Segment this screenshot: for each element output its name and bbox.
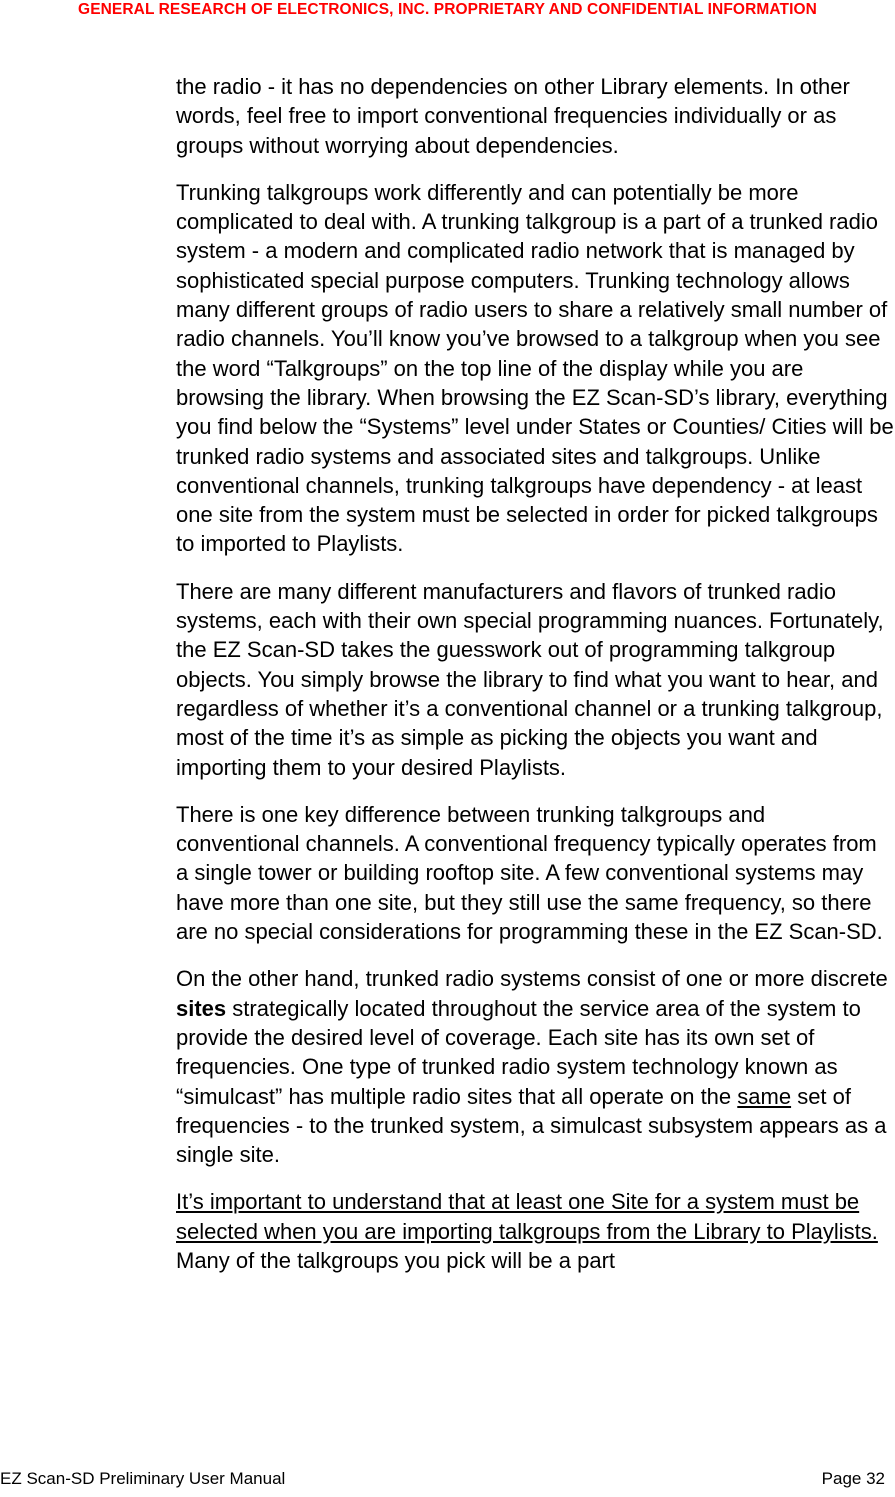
paragraph-4: There is one key difference between trunking talkgroups and conventional channels. A conventional frequency typically operates from a single tower or building rooftop site. A few conventional systems may have more than one site, but they still use the same frequency, so there are no special considerations for programming these in the EZ Scan-SD. xyxy=(176,801,883,945)
sites-bold-term: sites xyxy=(176,995,227,1021)
paragraph-5-part-3: set of frequencies - to the trunked system, a simulcast subsystem appears as a single site. xyxy=(176,1083,887,1168)
paragraph-5-part-2: strategically located throughout the service area of the system to provide the desired level of coverage. Each site has its own set of frequencies. One type of trunked radio system technology known as “simulcast” has multiple radio sites that all operate on the xyxy=(176,995,861,1109)
paragraph-6-continuation: Many of the talkgroups you pick will be a part xyxy=(176,1247,616,1273)
footer-page-number: Page 32 xyxy=(821,1469,885,1488)
confidentiality-header: GENERAL RESEARCH OF ELECTRONICS, INC. PROPRIETARY AND CONFIDENTIAL INFORMATION xyxy=(78,1,817,18)
paragraph-6 xyxy=(176,1187,894,1275)
paragraph-5-part-1: On the other hand, trunked radio systems consist of one or more discrete xyxy=(176,966,888,992)
document-body xyxy=(176,72,894,1293)
same-underlined-term: same xyxy=(737,1083,792,1109)
paragraph-5 xyxy=(176,964,894,1169)
paragraph-2: Trunking talkgroups work differently and can potentially be more complicated to deal with. A trunking talkgroup is a part of a trunked radio system - a modern and complicated radio network that is managed by sophisticated special purpose computers. Trunking technology allows many different groups of radio users to share a relatively small number of radio channels. You’ll know you’ve browsed to a talkgroup when you see the word “Talkgroups” on the top line of the display while you are browsing the library. When browsing the EZ Scan-SD’s library, everything you find below the “Systems” level under States or Counties/ Cities will be trunked radio systems and associated sites and talkgroups. Unlike conventional channels, trunking talkgroups have dependency - at least one site from the system must be selected in order for picked talkgroups to imported to Playlists. xyxy=(176,179,894,557)
footer-manual-title: EZ Scan-SD Preliminary User Manual xyxy=(0,1469,286,1488)
paragraph-1: the radio - it has no dependencies on other Library elements. In other words, feel free to import conventional frequencies individually or as groups without worrying about dependencies. xyxy=(176,74,850,158)
paragraph-3: There are many different manufacturers and flavors of trunked radio systems, each with their own special programming nuances. Fortunately, the EZ Scan-SD takes the guesswork out of programming talkgroup objects. You simply browse the library to find what you want to hear, and regardless of whether it’s a conventional channel or a trunking talkgroup, most of the time it’s as simple as picking the objects you want and importing them to your desired Playlists. xyxy=(176,578,884,780)
important-underlined-note: It’s important to understand that at least one Site for a system must be selected when you are importing talkgroups from the Library to Playlists. xyxy=(176,1189,878,1244)
